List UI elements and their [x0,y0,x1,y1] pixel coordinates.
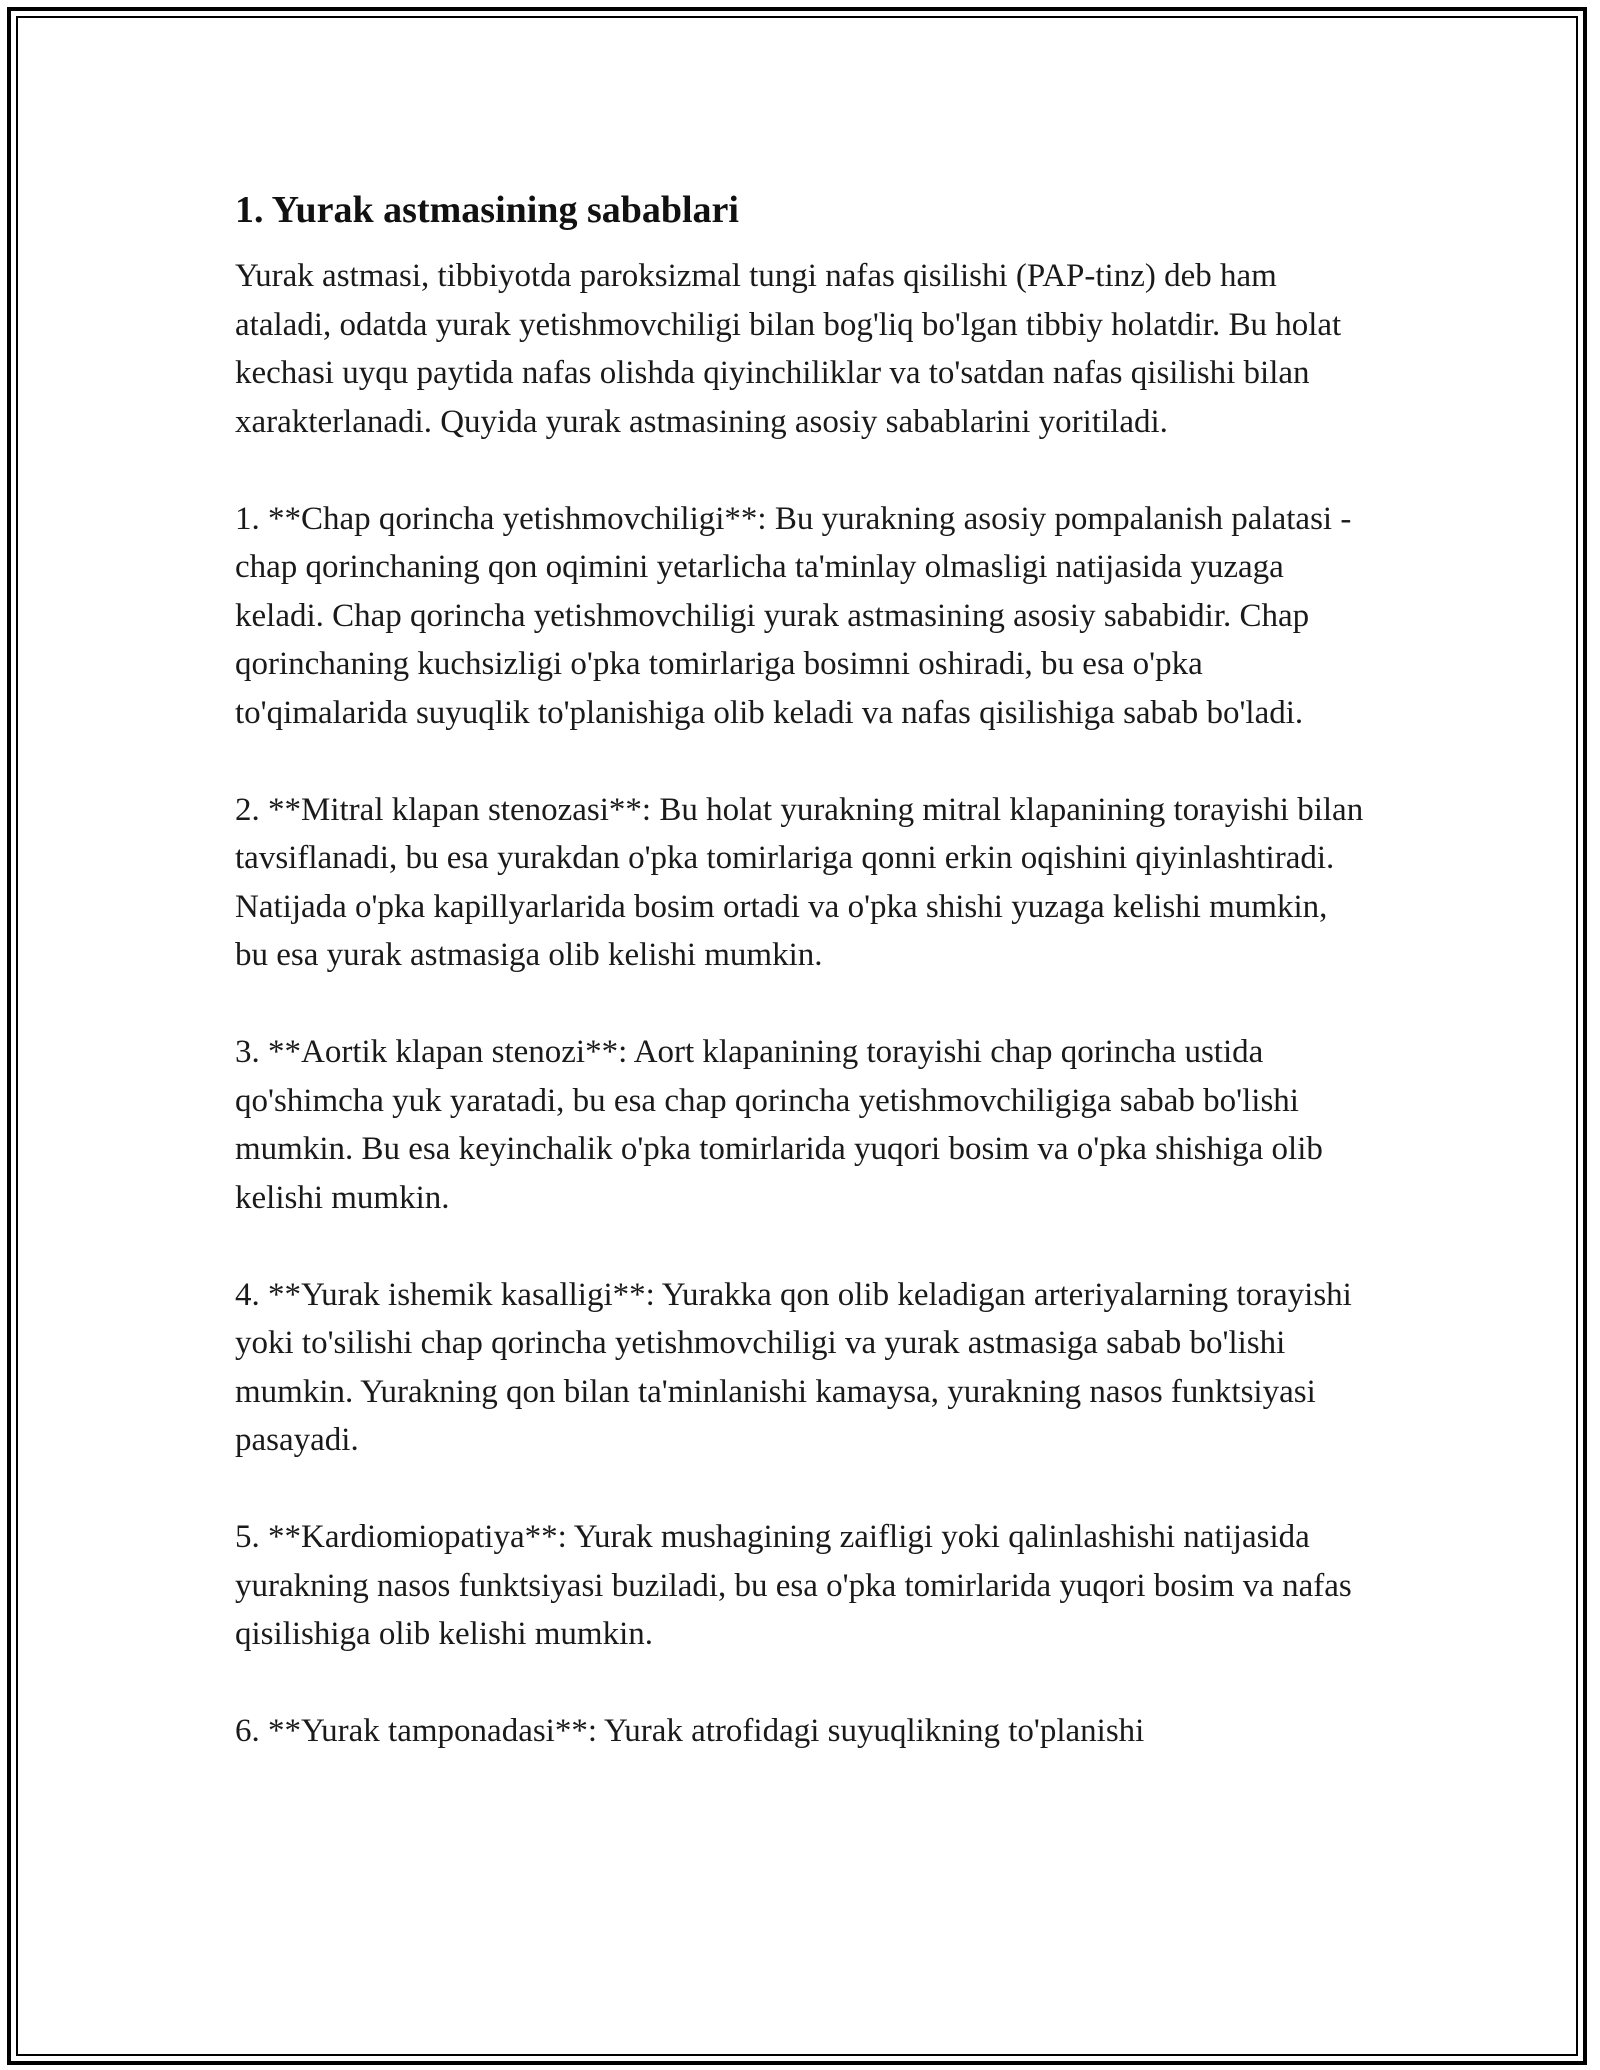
cause-3-paragraph: 3. **Aortik klapan stenozi**: Aort klapanining torayishi chap qorincha ustida qo'shimcha yuk yaratadi, bu esa chap qorincha yetishmovchiligiga sabab bo'lishi mumkin. Bu esa keyinchalik o'pka tomirlarida yuqori bosim va o'pka shishiga olib kelishi mumkin. [235,1034,1323,1216]
cause-6-paragraph: 6. **Yurak tamponadasi**: Yurak atrofidagi suyuqlikning to'planishi [235,1713,1145,1749]
intro-paragraph: Yurak astmasi, tibbiyotda paroksizmal tungi nafas qisilishi (PAP-tinz) deb ham ataladi, odatda yurak yetishmovchiligi bilan bog'liq bo'lgan tibbiy holatdir. Bu holat kechasi uyqu paytida nafas olishda qiyinchiliklar va to'satdan nafas qisilishi bilan xarakterlanadi. Quyida yurak astmasining asosiy sabablarini yoritiladi. [235,258,1342,440]
cause-1-paragraph: 1. **Chap qorincha yetishmovchiligi**: Bu yurakning asosiy pompalanish palatasi - chap qorinchaning qon oqimini yetarlicha ta'minlay olmasligi natijasida yuzaga keladi. Chap qorincha yetishmovchiligi yurak astmasining asosiy sababidir. Chap qorinchaning kuchsizligi o'pka tomirlariga bosimni oshiradi, bu esa o'pka to'qimalarida suyuqlik to'planishiga olib keladi va nafas qisilishiga sabab bo'ladi. [235,500,1352,731]
section-title: 1. Yurak astmasining sabablari [235,189,739,231]
document-body [235,186,1365,1804]
cause-2-paragraph: 2. **Mitral klapan stenozasi**: Bu holat yurakning mitral klapanining torayishi bilan tavsiflanadi, bu esa yurakdan o'pka tomirlariga qonni erkin oqishini qiyinlashtiradi. Natijada o'pka kapillyarlarida bosim ortadi va o'pka shishi yuzaga kelishi mumkin, bu esa yurak astmasiga olib kelishi mumkin. [235,791,1364,973]
cause-5-paragraph: 5. **Kardiomiopatiya**: Yurak mushagining zaifligi yoki qalinlashishi natijasida yurakning nasos funktsiyasi buziladi, bu esa o'pka tomirlarida yuqori bosim va nafas qisilishiga olib kelishi mumkin. [235,1519,1352,1652]
cause-4-paragraph: 4. **Yurak ishemik kasalligi**: Yurakka qon olib keladigan arteriyalarning torayishi yoki to'silishi chap qorincha yetishmovchiligi va yurak astmasiga sabab bo'lishi mumkin. Yurakning qon bilan ta'minlanishi kamaysa, yurakning nasos funktsiyasi pasayadi. [235,1276,1352,1458]
